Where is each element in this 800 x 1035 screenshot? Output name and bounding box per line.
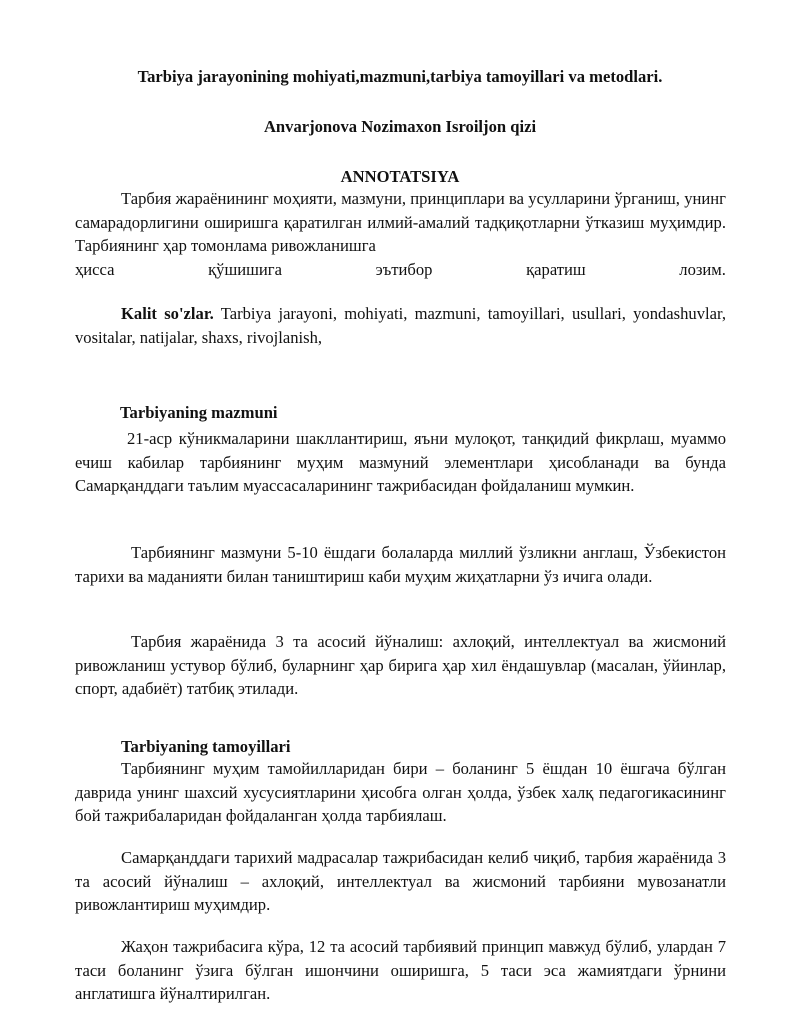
author-name: Anvarjonova Nozimaxon Isroiljon qizi (263, 117, 537, 136)
annotation-word: ҳисса (75, 260, 115, 280)
keywords-text: Tarbiya jarayoni, mohiyati, mazmuni, tamoyillari, usullari, yondashuvlar, vositalar, natijalar, shaxs, rivojlanish, (75, 304, 726, 347)
section-heading-principles: Tarbiyaning tamoyillari (121, 737, 291, 756)
document-title: Tarbiya jarayonining mohiyati,mazmuni,tarbiya tamoyillari va metodlari. (137, 67, 663, 86)
section-heading-content: Tarbiyaning mazmuni (120, 403, 278, 422)
annotation-word: эътибор (375, 260, 433, 280)
keywords-label: Kalit so'zlar. (121, 304, 214, 323)
annotation-word: қаратиш (526, 260, 586, 280)
annotation-last-line (75, 258, 726, 282)
principles-paragraph-3: Жаҳон тажрибасига кўра, 12 та асосий тарбиявий принцип мавжуд бўлиб, улардан 7 таси боланинг ўзига бўлган ишончини оширишга, 5 таси эса жамиятдаги ўрнини англатишга йўналтирилган. (75, 937, 726, 1004)
annotation-paragraph (75, 187, 726, 282)
content-paragraph-2: Тарбиянинг мазмуни 5-10 ёшдаги болаларда миллий ўзликни англаш, Ўзбекистон тарихи ва маданияти билан таништириш каби муҳим жиҳатларни ўз ичига олади. (75, 543, 726, 586)
annotation-word: лозим. (679, 260, 726, 280)
annotation-word: қўшишига (208, 260, 282, 280)
content-paragraph-1: 21-аср кўникмаларини шакллантириш, яъни мулоқот, танқидий фикрлаш, муаммо ечиш кабилар тарбиянинг муҳим мазмуний элементлари ҳисобланади ва бунда Самарқанддаги таълим муассасаларининг тажрибасидан фойдаланиш мумкин. (75, 429, 726, 496)
annotation-text: Тарбия жараёнининг моҳияти, мазмуни, принциплари ва усулларини ўрганиш, унинг самарадорлигини оширишга қаратилган илмий-амалий тадқиқотларни ўтказиш муҳимдир. Тарбиянинг ҳар томонлама ривожланишга (75, 189, 726, 256)
content-paragraph-3: Тарбия жараёнида 3 та асосий йўналиш: ахлоқий, интеллектуал ва жисмоний ривожланиш устувор бўлиб, буларнинг ҳар бирига ҳар хил ёндашувлар (масалан, ўйинлар, спорт, адабиёт) татбиқ этилади. (75, 632, 726, 699)
keywords-paragraph (75, 302, 726, 349)
principles-paragraph-2: Самарқанддаги тарихий мадрасалар тажрибасидан келиб чиқиб, тарбия жараёнида 3 та асосий йўналиш – ахлоқий, интеллектуал ва жисмоний тарбияни мувозанатли ривожлантириш муҳимдир. (75, 848, 726, 915)
principles-paragraph-1: Тарбиянинг муҳим тамойилларидан бири – боланинг 5 ёшдан 10 ёшгача бўлган даврида унинг шахсий хусусиятларини ҳисобга олган ҳолда, ўзбек халқ педагогикасининг бой тажрибаларидан фойдаланган ҳолда тарбиялаш. (75, 759, 726, 826)
annotation-heading: ANNOTATSIYA (340, 167, 460, 186)
